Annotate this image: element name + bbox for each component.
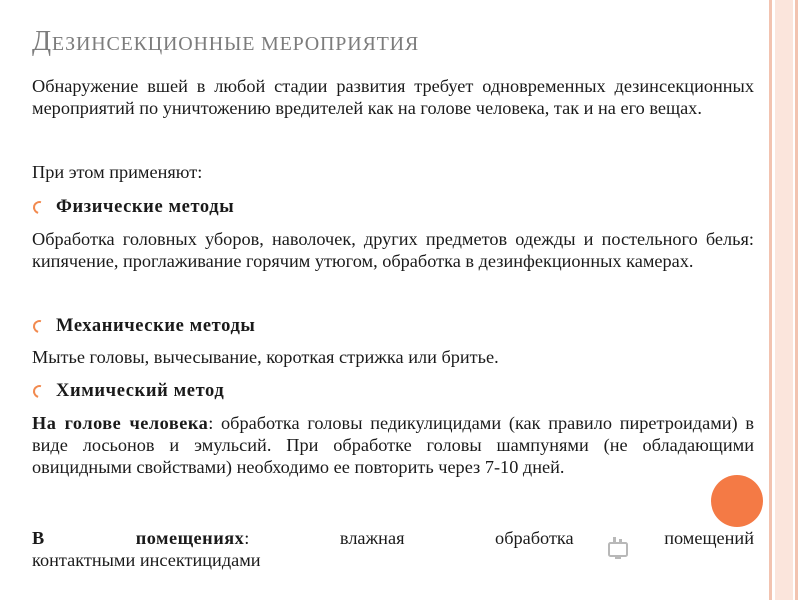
intro-paragraph: Обнаружение вшей в любой стадии развития требует одновременных дезинсекционных мероприятий по уничтожению вредителей как на голове человека, так и на его вещах. <box>32 76 754 118</box>
decorative-stripe <box>769 0 772 600</box>
accent-circle <box>711 475 763 527</box>
rooms-paragraph <box>32 527 754 571</box>
rooms-word: обработка <box>495 528 574 548</box>
head-lead-label: На голове человека <box>32 413 209 433</box>
decorative-stripe <box>795 0 798 600</box>
rooms-line-1 <box>32 527 754 549</box>
chemical-method-text <box>32 412 754 478</box>
orange-arc-bullet-icon <box>31 382 49 400</box>
rooms-lead-label: В помещениях <box>32 528 245 548</box>
rooms-word: : <box>244 528 250 548</box>
bullet-label: Механические методы <box>56 315 256 336</box>
bullet-label: Физические методы <box>56 196 235 217</box>
orange-arc-bullet-icon <box>31 198 49 216</box>
mechanical-methods-text: Мытье головы, вычесывание, короткая стрижка или бритье. <box>32 347 499 367</box>
rooms-word: помещений <box>664 528 755 548</box>
rooms-line-2: контактными инсектицидами <box>32 550 261 570</box>
physical-methods-text: Обработка головных уборов, наволочек, других предметов одежды и постельного белья: кипячение, проглаживание горячим утюгом, обработка в дезинфекционных камерах. <box>32 229 754 271</box>
title-initial: Д <box>32 26 52 57</box>
slide-title <box>32 26 419 58</box>
rooms-word: влажная <box>339 528 405 548</box>
bullet-chemical <box>32 380 224 402</box>
bullet-mechanical <box>32 315 255 337</box>
title-rest: ЕЗИНСЕКЦИОННЫЕ МЕРОПРИЯТИЯ <box>51 33 420 55</box>
apply-line: При этом применяют: <box>32 162 203 182</box>
bullet-label: Химический метод <box>56 380 225 401</box>
monitor-icon <box>608 535 632 561</box>
orange-arc-bullet-icon <box>31 317 49 335</box>
decorative-stripe <box>775 0 793 600</box>
head-treatment-text: : обработка головы педикулицидами (как правило пиретроидами) в виде лосьонов и эмульсий. При обработке головы шампунями (не обладающими овицидными свойствами) необходимо ее повторить через 7-10 дней. <box>32 413 754 477</box>
bullet-physical <box>32 196 234 218</box>
